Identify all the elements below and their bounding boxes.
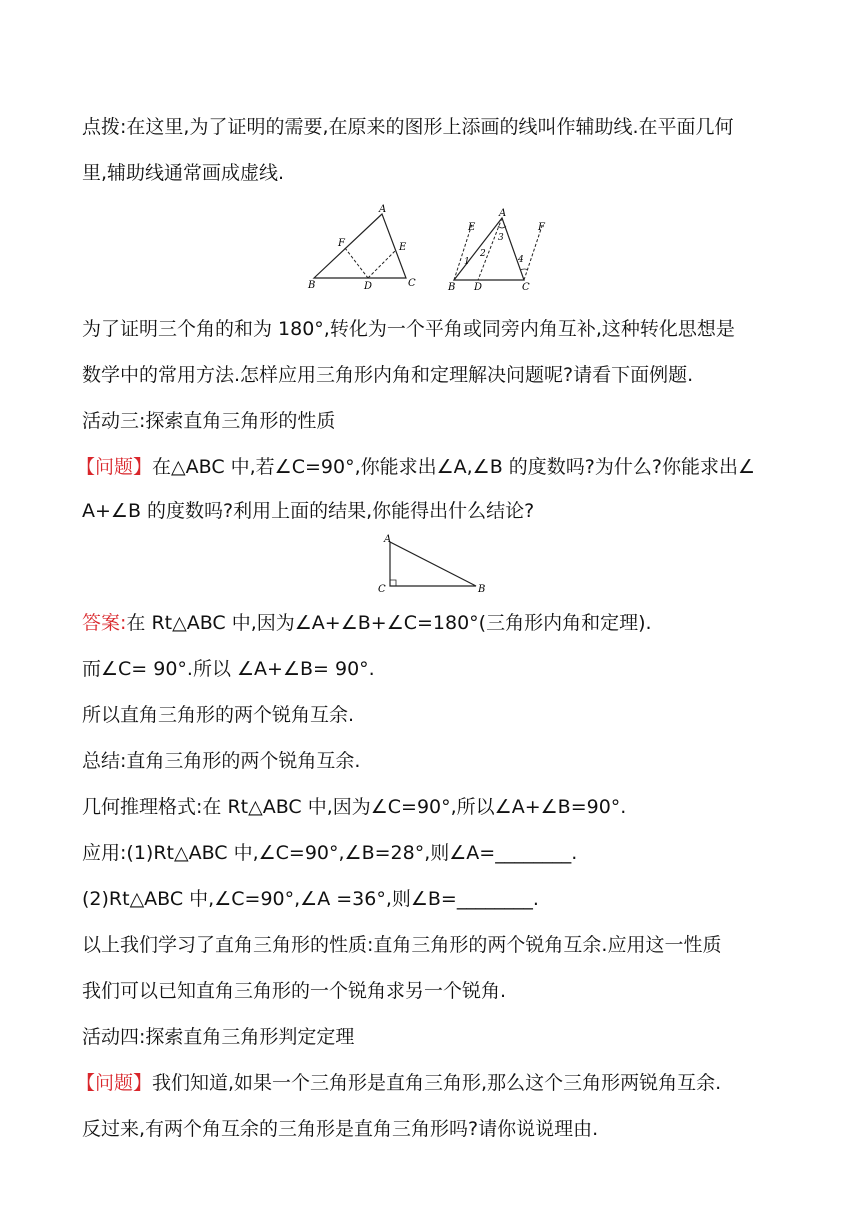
label-a: A — [379, 204, 387, 215]
label-e: E — [468, 222, 476, 233]
figure-right-triangle — [372, 532, 492, 596]
label-e: E — [399, 242, 407, 253]
application-line-2: (2)Rt△ABC 中,∠C=90°,∠A =36°,则∠B=________. — [82, 888, 539, 910]
triangle-abc — [454, 218, 524, 280]
question-1-text: 在△ABC 中,若∠C=90°,你能求出∠A,∠B 的度数吗?为什么?你能求出∠ — [152, 456, 755, 478]
label-d: D — [364, 281, 373, 292]
activity-three-heading: 活动三:探索直角三角形的性质 — [82, 410, 336, 432]
answer-line-1 — [82, 610, 652, 636]
answer-line-3: 所以直角三角形的两个锐角互余. — [82, 704, 355, 726]
label-b: B — [308, 280, 316, 291]
question-1-line-1 — [76, 454, 755, 480]
paragraph-line-2: 数学中的常用方法.怎样应用三角形内角和定理解决问题呢?请看下面例题. — [82, 364, 694, 386]
question-2-line-1 — [76, 1070, 721, 1096]
label-a: A — [499, 208, 507, 219]
triangle-abc — [390, 542, 476, 586]
activity-four-heading: 活动四:探索直角三角形判定定理 — [82, 1026, 355, 1048]
question-1-line-2: A+∠B 的度数吗?利用上面的结果,你能得出什么结论? — [82, 500, 535, 522]
conclusion-line-2: 我们可以已知直角三角形的一个锐角求另一个锐角. — [82, 980, 507, 1002]
label-angle-2: 2 — [480, 249, 486, 259]
figure-triangle-auxiliary — [306, 200, 426, 292]
label-f: F — [538, 222, 545, 233]
summary-line: 总结:直角三角形的两个锐角互余. — [82, 750, 361, 772]
question-tag: 【问题】 — [76, 1072, 153, 1094]
dashed-line-de — [368, 250, 396, 278]
question-tag: 【问题】 — [76, 456, 153, 478]
label-c: C — [408, 278, 416, 289]
question-2-line-2: 反过来,有两个角互余的三角形是直角三角形吗?请你说说理由. — [82, 1118, 599, 1140]
label-c: C — [522, 282, 530, 293]
label-d: D — [474, 282, 483, 293]
hint-line-1: 点拨:在这里,为了证明的需要,在原来的图形上添画的线叫作辅助线.在平面几何 — [82, 116, 734, 138]
label-angle-3: 3 — [498, 233, 504, 243]
triangle-abc — [314, 214, 406, 278]
answer-tag: 答案: — [82, 612, 127, 634]
label-c: C — [378, 584, 386, 595]
application-line-1: 应用:(1)Rt△ABC 中,∠C=90°,∠B=28°,则∠A=________. — [82, 842, 578, 864]
figure-triangle-parallel — [446, 204, 556, 294]
label-f: F — [338, 238, 345, 249]
angle-arc-4 — [520, 269, 528, 270]
dashed-line-fd — [345, 248, 368, 278]
label-angle-4: 4 — [518, 255, 524, 265]
question-2-text: 我们知道,如果一个三角形是直角三角形,那么这个三角形两锐角互余. — [152, 1072, 722, 1094]
conclusion-line-1: 以上我们学习了直角三角形的性质:直角三角形的两个锐角互余.应用这一性质 — [82, 934, 722, 956]
reasoning-format-line: 几何推理格式:在 Rt△ABC 中,因为∠C=90°,所以∠A+∠B=90°. — [82, 796, 627, 818]
answer-text: 在 Rt△ABC 中,因为∠A+∠B+∠C=180°(三角形内角和定理). — [126, 612, 652, 634]
label-b: B — [448, 282, 456, 293]
label-angle-1: 1 — [464, 257, 470, 267]
paragraph-line-1: 为了证明三个角的和为 180°,转化为一个平角或同旁内角互补,这种转化思想是 — [82, 318, 735, 340]
hint-line-2: 里,辅助线通常画成虚线. — [82, 162, 285, 184]
right-angle-mark — [390, 580, 396, 586]
label-b: B — [478, 584, 486, 595]
label-a: A — [384, 534, 392, 545]
dashed-line-cf — [524, 226, 542, 280]
answer-line-2: 而∠C= 90°.所以 ∠A+∠B= 90°. — [82, 658, 375, 680]
